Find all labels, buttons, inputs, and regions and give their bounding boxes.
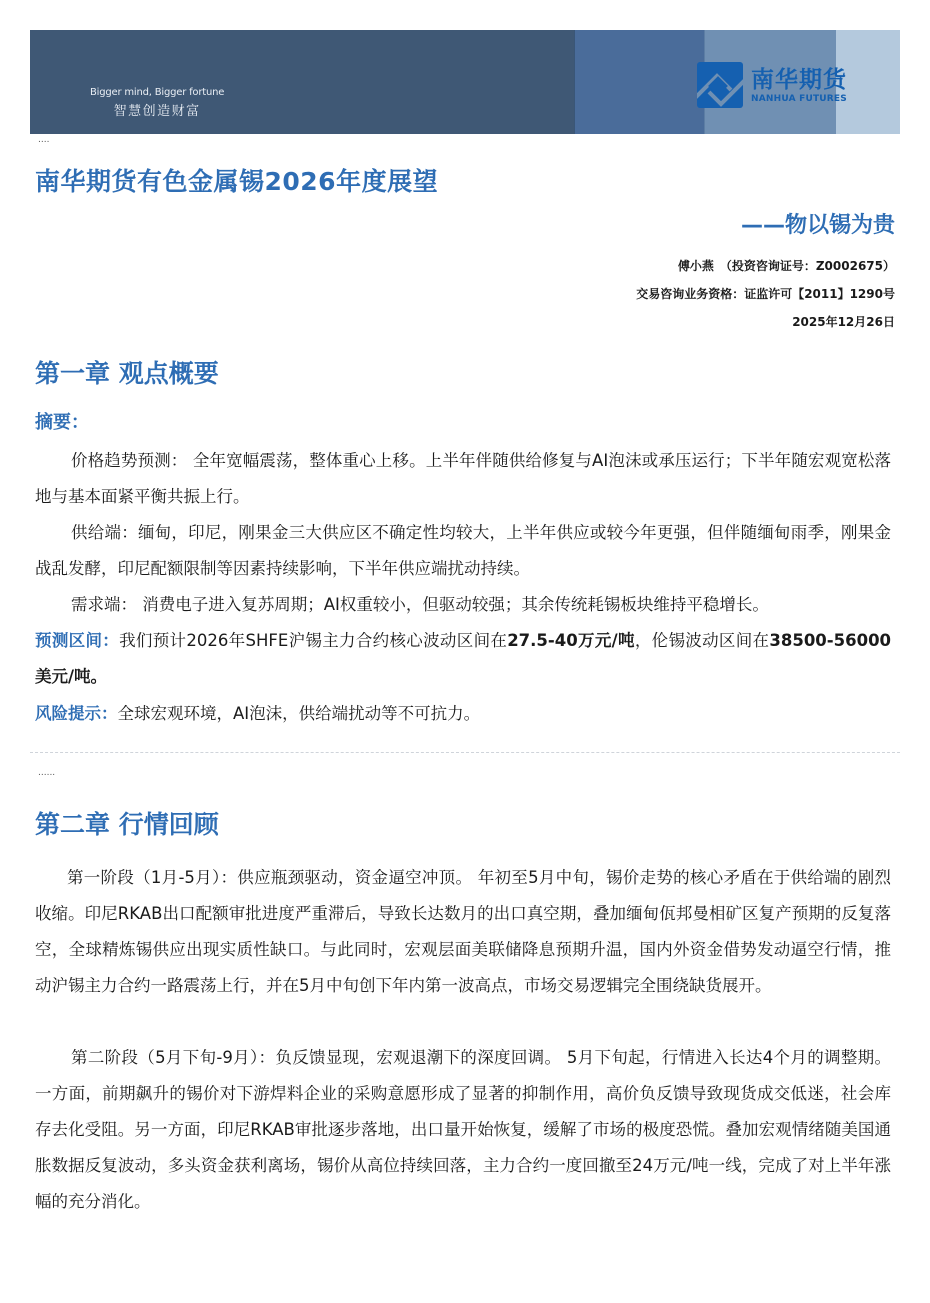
forecast-text-2: ，伦锡波动区间在: [634, 631, 770, 650]
logo-en: NANHUA FUTURES: [751, 93, 847, 104]
report-date: 2025年12月26日: [792, 315, 895, 329]
document-subtitle: ——物以锡为贵: [740, 213, 895, 238]
slogan-cn: 智慧创造财富: [113, 104, 201, 119]
banner-band-dark: [30, 30, 574, 134]
author-info: 傅小燕 （投资咨询证号：Z0002675）: [677, 259, 895, 273]
risk-paragraph: [35, 696, 891, 732]
logo-cn: 南华期货: [751, 66, 847, 93]
price-trend-paragraph: 价格趋势预测： 全年宽幅震荡，整体重心上移。上半年伴随供给修复与AI泡沫或承压运行；下半年随宏观宽松落地与基本面紧平衡共振上行。: [35, 451, 891, 506]
demand-paragraph: 需求端： 消费电子进入复苏周期；AI权重较小，但驱动较强；其余传统耗锡板块维持平稳增长。: [71, 595, 769, 614]
forecast-range-shfe: 27.5-40万元/吨: [507, 631, 635, 650]
risk-label: 风险提示：: [35, 704, 118, 723]
stage2-paragraph: 第二阶段（5月下旬-9月）：负反馈显现，宏观退潮下的深度回调。 5月下旬起，行情进入长达4个月的调整期。一方面，前期飙升的锡价对下游焊料企业的采购意愿形成了显著的抑制作用，高价负反馈导致现货成交低迷，社会库存去化受阻。另一方面，印尼RKAB审批逐步落地，出口量开始恢复，缓解了市场的极度恐慌。叠加宏观情绪随美国通胀数据反复波动，多头资金获利离场，锡价从高位持续回落，主力合约一度回撤至24万元/吨一线，完成了对上半年涨幅的充分消化。: [35, 1048, 891, 1211]
chapter2-heading: 第二章 行情回顾: [35, 810, 219, 839]
chapter1-heading: 第一章 观点概要: [35, 359, 219, 388]
document-title: 南华期货有色金属锡2026年度展望: [35, 167, 439, 196]
slogan-en: Bigger mind, Bigger fortune: [90, 87, 225, 98]
supply-paragraph: 供给端：缅甸，印尼，刚果金三大供应区不确定性均较大，上半年供应或较今年更强，但伴随缅甸雨季，刚果金战乱发酵，印尼配额限制等因素持续影响，下半年供应端扰动持续。: [35, 523, 891, 578]
nanhua-logo: [697, 62, 847, 108]
marker-dots-2: ......: [38, 768, 56, 778]
section-divider: [30, 752, 900, 753]
risk-text: 全球宏观环境，AI泡沫，供给端扰动等不可抗力。: [117, 704, 481, 723]
forecast-text-1: 我们预计2026年SHFE沪锡主力合约核心波动区间在: [119, 631, 508, 650]
marker-dots: ....: [38, 135, 50, 145]
forecast-range-lme: 38500-56000美元/吨。: [35, 631, 892, 686]
summary-label: 摘要：: [35, 412, 89, 433]
banner-band-mid: [574, 30, 705, 134]
license-info: 交易咨询业务资格：证监许可【2011】1290号: [636, 287, 895, 301]
nanhua-logo-icon: [697, 62, 743, 108]
forecast-label: 预测区间：: [35, 631, 120, 650]
forecast-paragraph: [35, 623, 891, 695]
stage1-paragraph: 第一阶段（1月-5月）：供应瓶颈驱动，资金逼空冲顶。 年初至5月中旬，锡价走势的核心矛盾在于供给端的剧烈收缩。印尼RKAB出口配额审批进度严重滞后，导致长达数月的出口真空期，叠加缅甸佤邦曼相矿区复产预期的反复落空，全球精炼锡供应出现实质性缺口。与此同时，宏观层面美联储降息预期升温，国内外资金借势发动逼空行情，推动沪锡主力合约一路震荡上行，并在5月中旬创下年内第一波高点，市场交易逻辑完全围绕缺货展开。: [35, 868, 891, 995]
slogan: [90, 87, 224, 119]
